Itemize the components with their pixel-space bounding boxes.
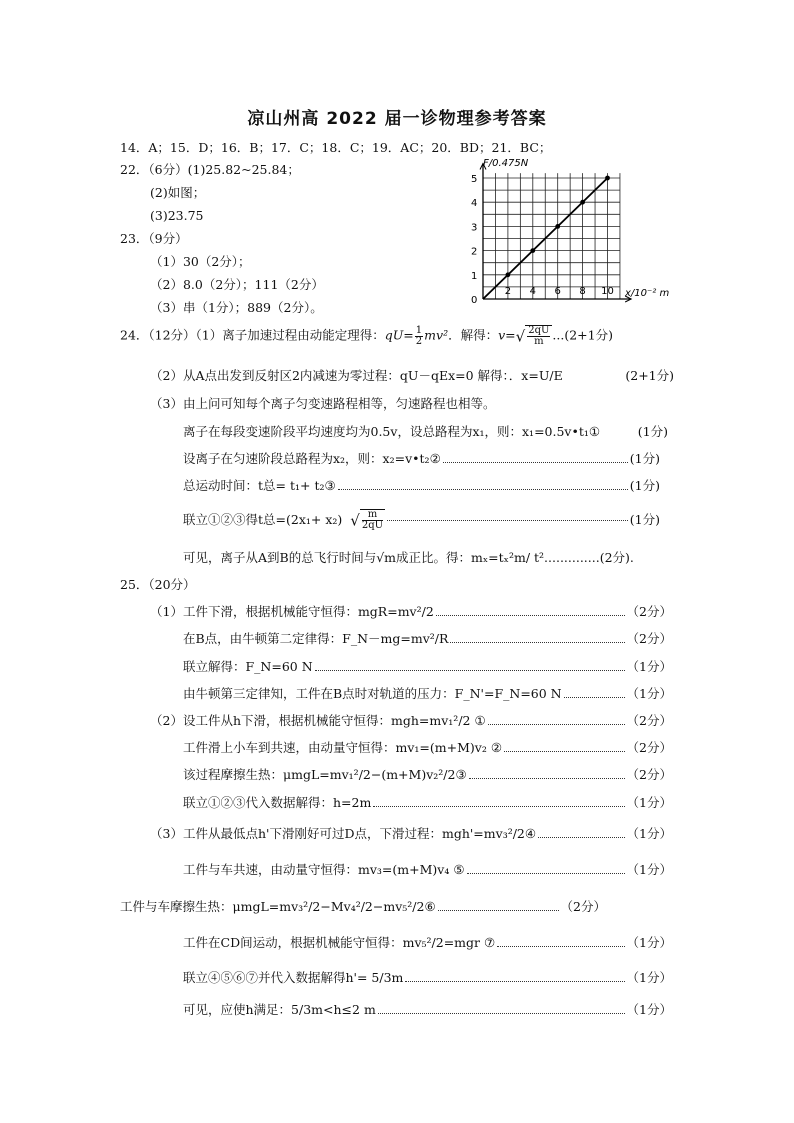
answer-line (183, 935, 672, 951)
answer-text: （1）工件下滑，根据机械能守恒得：mgR=mv²/2 (150, 604, 434, 619)
q24-line5-text: 设离子在匀速阶段总路程为x₂，则：x₂=v•t₂② (183, 451, 441, 466)
q24-line5 (183, 451, 660, 467)
rad-num: m (362, 510, 383, 521)
answer-points: （2分） (626, 740, 672, 755)
answer-text: 联立解得：F_N=60 N (183, 659, 313, 674)
q23-line3: （3）串（1分）；889（2分）。 (150, 300, 323, 315)
q24-line2 (150, 368, 674, 384)
sqrt-2qU-over-m (516, 325, 553, 347)
answer-text: 联立④⑤⑥⑦并代入数据解得h'= 5/3m (183, 970, 404, 985)
q24-line6-points: (1分) (629, 478, 660, 493)
data-point (555, 224, 560, 229)
q24-line7 (183, 506, 660, 534)
q24-line4-text: 离子在每段变速阶段平均速度均为0.5v，设总路程为x₁，则：x₁=0.5v•t₁① (183, 424, 601, 439)
q23-line1: （1）30（2分）； (150, 254, 251, 269)
q24-line2-points: (2+1分) (625, 368, 674, 383)
answer-line (150, 604, 672, 620)
answer-points: （1分） (626, 826, 672, 841)
leader-dots (436, 615, 625, 616)
q24-line3: （3）由上问可知每个离子匀变速路程相等，匀速路程也相等。 (150, 396, 496, 411)
leader-dots (488, 724, 625, 725)
sqrt-icon: √ (350, 511, 360, 530)
q22-line2: (2)如图； (150, 185, 206, 200)
answer-text: 工件与车共速，由动量守恒得：mv₃=(m+M)v₄ ⑤ (183, 862, 465, 877)
answer-text: 工件在CD间运动，根据机械能守恒得：mv₅²/2=mgr ⑦ (183, 935, 496, 950)
answer-text: （3）工件从最低点h'下滑刚好可过D点，下滑过程：mgh'=mv₃²/2④ (150, 826, 537, 841)
answer-text: 工件滑上小车到共速，由动量守恒得：mv₁=(m+M)v₂ ② (183, 740, 503, 755)
sqrt-m-over-2qU (350, 509, 385, 531)
q24-v-eq: v= (498, 327, 516, 343)
answer-line (183, 795, 672, 811)
answer-text: 联立①②③代入数据解得：h=2m (183, 795, 372, 810)
page-title: 凉山州高 2022 届一诊物理参考答案 (247, 109, 547, 129)
q24-line7-points: (1分) (629, 512, 660, 527)
x-tick-label: 6 (554, 286, 561, 297)
leader-dots (315, 670, 625, 671)
data-point (580, 200, 585, 205)
leader-dots (497, 946, 624, 947)
force-extension-chart (455, 152, 685, 317)
q24-line4-points: (1分) (637, 424, 668, 439)
q24-line1 (120, 325, 613, 347)
x-tick-label: 10 (601, 286, 614, 297)
answer-points: （1分） (626, 795, 672, 810)
q24-line1-text: 24．（12分）（1）离子加速过程由动能定理得： (120, 327, 385, 343)
frac-num: 1 (415, 324, 423, 336)
q24-mv2: mv² (424, 327, 449, 343)
data-point (605, 176, 610, 181)
leader-dots (564, 697, 625, 698)
frac-den: 2 (415, 335, 423, 347)
q24-line2-text: （2）从A点出发到反射区2内减速为零过程：qU－qEx=0 解得：．x=U/E (150, 368, 563, 383)
x-tick-label: 4 (529, 286, 536, 297)
q24-line6-text: 总运动时间：t总= t₁+ t₂③ (183, 478, 336, 493)
y-tick-label: 1 (471, 270, 478, 282)
sqrt-icon: √ (515, 327, 526, 346)
answer-points: （1分） (626, 686, 672, 701)
answer-text: 在B点，由牛顿第二定律得：F_N－mg=mv²/R (183, 631, 449, 646)
leader-dots (450, 642, 624, 643)
answer-text: （2）设工件从h下滑，根据机械能守恒得：mgh=mv₁²/2 ① (150, 713, 486, 728)
q22-head: 22．（6分）(1)25.82~25.84； (120, 162, 300, 177)
q24-line5-points: (1分) (629, 451, 660, 466)
answer-line (183, 686, 672, 702)
answer-points: （2分） (560, 899, 606, 914)
q24-eq-qU: qU= (384, 327, 414, 343)
q23-line2: （2）8.0（2分）；111（2分） (150, 277, 324, 292)
q23-head: 23．（9分） (120, 231, 188, 246)
leader-dots (378, 1013, 625, 1014)
q24-line7-text: 联立①②③得t总=(2x₁+ x₂) (183, 512, 343, 527)
y-tick-label: 0 (471, 295, 478, 306)
y-tick-label: 2 (471, 246, 478, 258)
answer-points: （1分） (626, 659, 672, 674)
q24-line1-points: ...(2+1分) (552, 327, 613, 343)
answer-points: （1分） (626, 1002, 672, 1017)
y-tick-label: 4 (471, 198, 478, 210)
answer-text: 可见，应使h满足：5/3m<h≤2 m (183, 1002, 376, 1017)
q24-line8: 可见，离子从A到B的总飞行时间与√m成正比。得：mₓ=tₓ²m/ t²..............(2分). (183, 550, 634, 565)
answer-text: 该过程摩擦生热：μmgL=mv₁²/2−(m+M)v₂²/2③ (183, 767, 467, 782)
answer-points: （1分） (626, 862, 672, 877)
answer-line (183, 740, 672, 756)
chart-x-label: x/10⁻² m (625, 288, 670, 299)
chart-y-label: F/0.475N (483, 158, 529, 169)
answer-line (150, 713, 672, 729)
leader-dots (467, 873, 625, 874)
mc-answers: 14．A；15．D；16．B；17．C；18．C；19．AC；20．BD；21．BC； (120, 140, 552, 155)
answer-points: （1分） (626, 935, 672, 950)
leader-dots (469, 778, 625, 779)
leader-dots (504, 751, 625, 752)
answer-text: 由牛顿第三定律知，工件在B点时对轨道的压力：F_N'=F_N=60 N (183, 686, 562, 701)
q24-line6 (183, 478, 660, 494)
data-point (506, 272, 511, 277)
answer-line (183, 1002, 672, 1018)
y-tick-label: 5 (471, 174, 478, 185)
rad-num: 2qU (528, 325, 550, 336)
leader-dots (405, 981, 624, 982)
answer-points: （2分） (626, 767, 672, 782)
answer-line (183, 767, 672, 783)
q22-line3: (3)23.75 (150, 208, 204, 223)
answer-line (183, 862, 672, 878)
q24-solve: ．解得： (448, 327, 499, 343)
x-tick-label: 8 (579, 286, 586, 297)
q25-head: 25．（20分） (120, 577, 196, 592)
answer-points: （2分） (626, 631, 672, 646)
x-tick-label: 2 (504, 286, 512, 297)
q24-line4 (183, 424, 668, 440)
data-point (530, 248, 535, 253)
answer-line (183, 659, 672, 675)
answer-line (150, 826, 672, 842)
answer-line (120, 899, 606, 915)
leader-dots (373, 806, 624, 807)
answer-text: 工件与车摩擦生热：μmgL=mv₃²/2−Mv₄²/2−mv₅²/2⑥ (120, 899, 436, 914)
answer-points: （1分） (626, 970, 672, 985)
y-tick-label: 3 (471, 222, 478, 234)
leader-dots (438, 910, 559, 911)
answer-line (183, 970, 672, 986)
rad-den: m (534, 336, 544, 347)
rad-den: 2qU (361, 520, 384, 531)
fraction-half (415, 326, 423, 347)
leader-dots (538, 837, 624, 838)
answer-points: （2分） (626, 713, 672, 728)
answer-points: （2分） (626, 604, 672, 619)
answer-line (183, 631, 672, 647)
